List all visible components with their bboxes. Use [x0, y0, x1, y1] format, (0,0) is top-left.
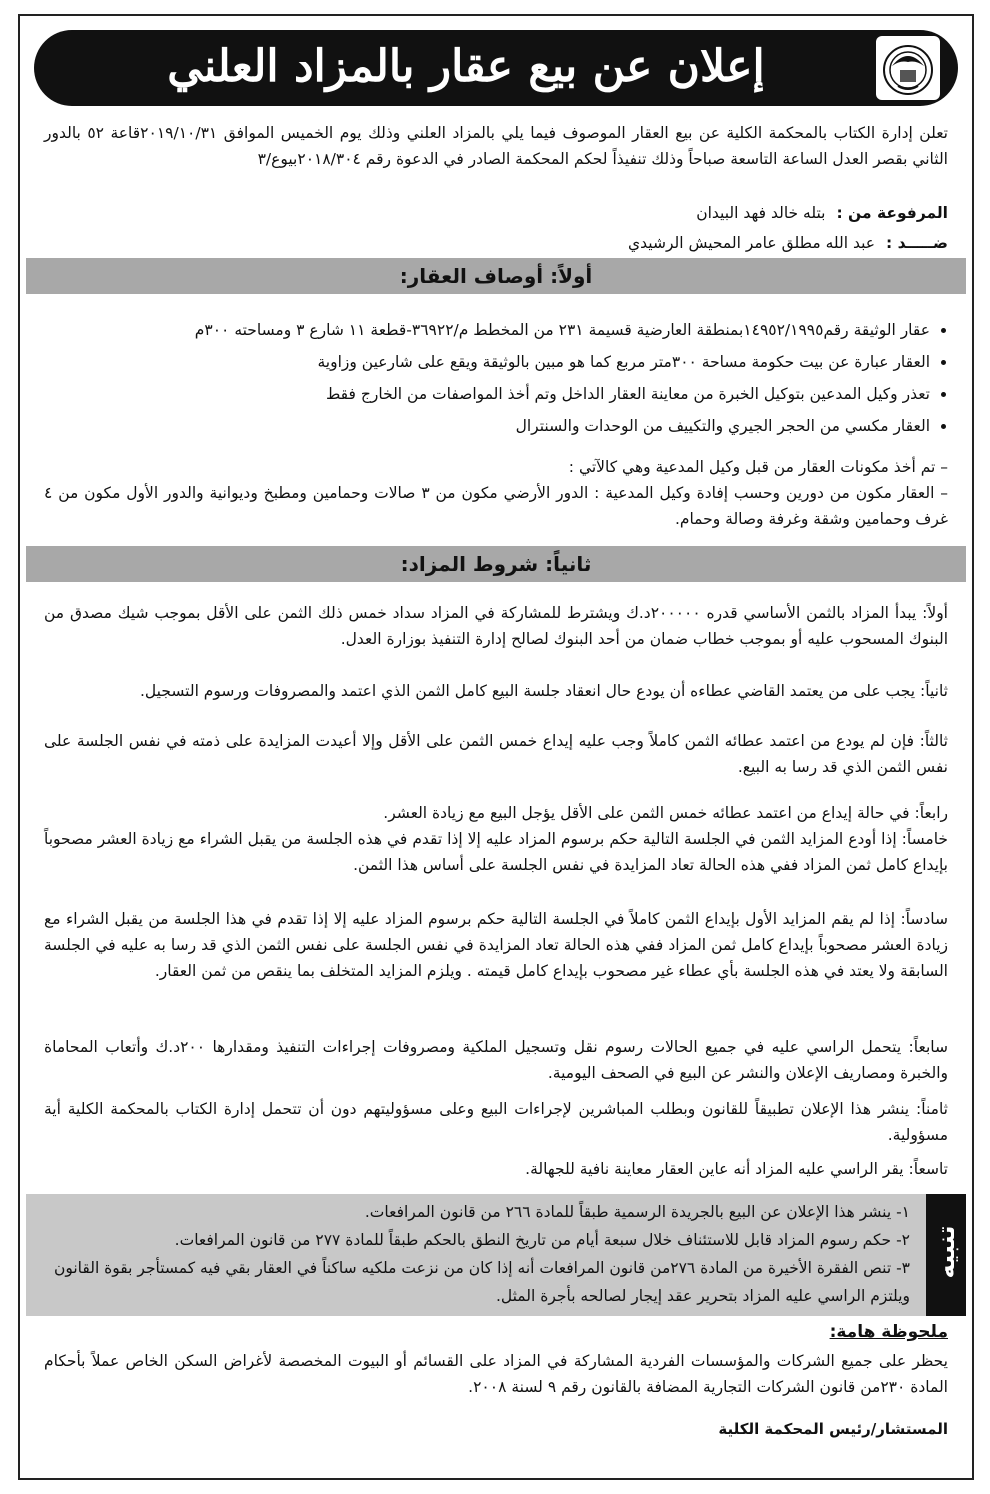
- announcement-page: [18, 14, 974, 1480]
- list-item: • العقار عبارة عن بيت حكومة مساحة ٣٠٠متر مربع كما هو مبين بالوثيقة ويقع على شارعين وزاوية: [44, 346, 930, 378]
- note-text: يحظر على جميع الشركات والمؤسسات الفردية المشاركة في المزاد على القسائم أو البيوت المخصصة لأغراض السكن الخاص عملاً بأحكام المادة ٢٣٠من قانون الشركات التجارية المضافة بالقانون رقم ٩ لسنة ٢٠٠٨.: [44, 1352, 948, 1396]
- condition-8: ثامناً: ينشر هذا الإعلان تطبيقاً للقانون وبطلب المباشرين لإجراءات البيع وعلى مسؤوليتهم دون أن تتحمل إدارة الكتاب بالمحكمة الكلية أية مسؤولية.: [44, 1100, 948, 1144]
- list-item: • العقار مكسي من الحجر الجيري والتكييف من الوحدات والسنترال: [44, 410, 930, 442]
- kuwait-emblem-icon: [876, 36, 940, 100]
- plaintiff-name: بتله خالد فهد البيدان: [696, 204, 826, 222]
- intro-paragraph: تعلن إدارة الكتاب بالمحكمة الكلية عن بيع العقار الموصوف فيما يلي بالمزاد العلني وذلك يوم الخميس الموافق ٢٠١٩/١٠/٣١قاعة ٥٢ بالدور الثاني بقصر العدل الساعة التاسعة صباحاً وذلك تنفيذاً لحكم المحكمة الصادر في الدعوة رقم ٢٠١٨/٣٠٤بيوع/٣: [44, 124, 948, 168]
- notice-lines: [40, 1198, 910, 1310]
- list-item: ١- ينشر هذا الإعلان عن البيع بالجريدة الرسمية طبقاً للمادة ٢٦٦ من قانون المرافعات.: [364, 1203, 910, 1221]
- components-detail: – العقار مكون من دورين وحسب إفادة وكيل المدعية : الدور الأرضي مكون من ٣ صالات وحمامين ومطبخ وديوانية والدور الأول مكون من ٤ غرف وحمامين وشقة وغرفة وصالة وحمام.: [44, 484, 949, 528]
- defendant-line: [628, 230, 948, 256]
- notice-tag: [926, 1194, 966, 1316]
- notice-box: [26, 1194, 966, 1316]
- notice-tag-label: تنبيه: [932, 1225, 960, 1279]
- list-item: • تعذر وكيل المدعين بتوكيل الخبرة من معاينة العقار الداخل وتم أخذ المواصفات من الخارج فقط: [44, 378, 930, 410]
- title-banner: [34, 30, 958, 106]
- defendant-label: ضـــــد :: [885, 234, 948, 252]
- condition-3: ثالثاً: فإن لم يودع من اعتمد عطائه الثمن كاملاً وجب عليه إيداع خمس الثمن على الأقل وإلا أعيدت المزايدة على ذمته في نفس الجلسة على نفس الثمن الذي قد رسا به البيع.: [44, 732, 948, 776]
- page-title: إعلان عن بيع عقار بالمزاد العلني: [167, 41, 765, 92]
- condition-4: رابعاً: في حالة إيداع من اعتمد عطائه خمس الثمن على الأقل يؤجل البيع مع زيادة العشر.: [383, 804, 948, 822]
- condition-2: ثانياً: يجب على من يعتمد القاضي عطاءه أن يودع حال انعقاد جلسة البيع كامل الثمن الذي اعتمد والمصروفات ورسوم التسجيل.: [140, 682, 948, 700]
- list-item: ٣- تنص الفقرة الأخيرة من المادة ٢٧٦من قانون المرافعات أنه إذا كان من نزعت ملكيه ساكناً في العقار بقي فيه كمستأجر بقوة القانون ويلتزم الراسي عليه المزاد بتحرير عقد إيجار لصالحه بأجرة المثل.: [53, 1259, 910, 1305]
- list-item: • عقار الوثيقة رقم١٤٩٥٢/١٩٩٥بمنطقة العارضية قسيمة ٢٣١ من المخطط م/٣٦٩٢٢-قطعة ١١ شارع ٣ ومساحته ٣٠٠م: [44, 314, 930, 346]
- section-band-conditions: [26, 546, 966, 582]
- defendant-name: عبد الله مطلق عامر المحيش الرشيدي: [628, 234, 876, 252]
- list-item: ٢- حكم رسوم المزاد قابل للاستئناف خلال سبعة أيام من تاريخ النطق بالحكم طبقاً للمادة ٢٧٧ من قانون المرافعات.: [174, 1231, 910, 1249]
- condition-6: سادساً: إذا لم يقم المزايد الأول بإيداع الثمن كاملاً في الجلسة التالية حكم برسوم المزاد عليه إلا إذا تقدم في هذا الجلسة من يقبل الشراء مع زيادة العشر مصحوباً بإيداع كامل ثمن المزاد ففي هذه الحالة تعاد المزايدة في نفس الجلسة على نفس الثمن الذي قد رسا به عليه في الجلسة السابقة ولا يعتد في هذه الجلسة بأي عطاء غير مصحوب بإيداع كامل قيمته . ويلزم المزايد المتخلف بما ينقص من ثمن العقار.: [44, 910, 948, 980]
- note-title: ملحوظة هامة:: [829, 1322, 948, 1342]
- condition-5: خامساً: إذا أودع المزايد الثمن في الجلسة التالية حكم برسوم المزاد عليه إلا إذا تقدم في هذه الجلسة من يقبل الشراء مع زيادة العشر مصحوباً بإيداع كامل ثمن المزاد ففي هذه الحالة تعاد المزايدة في نفس الجلسة على أساس هذا الثمن.: [44, 830, 948, 874]
- plaintiff-line: [696, 200, 948, 226]
- section-band-property: [26, 258, 966, 294]
- property-bullets: [44, 314, 948, 442]
- section-title-property: أولاً: أوصاف العقار:: [399, 264, 593, 288]
- condition-1: أولاً: يبدأ المزاد بالثمن الأساسي قدره ٢٠٠٠٠٠د.ك ويشترط للمشاركة في المزاد سداد خمس ذلك الثمن على الأقل بموجب شيك مصدق من البنوك المسحوب عليه أو بموجب خطاب ضمان من أحد البنوك لصالح إدارة التنفيذ بوزارة العدل.: [44, 604, 948, 648]
- plaintiff-label: المرفوعة من :: [836, 204, 948, 222]
- components-intro: – تم أخذ مكونات العقار من قبل وكيل المدعية وهي كالآتي :: [568, 458, 948, 476]
- signature: المستشار/رئيس المحكمة الكلية: [718, 1420, 948, 1438]
- section-title-conditions: ثانياً: شروط المزاد:: [400, 552, 592, 576]
- condition-9: تاسعاً: يقر الراسي عليه المزاد أنه عاين العقار معاينة نافية للجهالة.: [525, 1160, 948, 1178]
- condition-7: سابعاً: يتحمل الراسي عليه في جميع الحالات رسوم نقل وتسجيل الملكية ومصروفات إجراءات التنفيذ ومقدارها ٢٠٠د.ك وأتعاب المحاماة والخبرة ومصاريف الإعلان والنشر عن البيع في الصحف اليومية.: [44, 1038, 948, 1082]
